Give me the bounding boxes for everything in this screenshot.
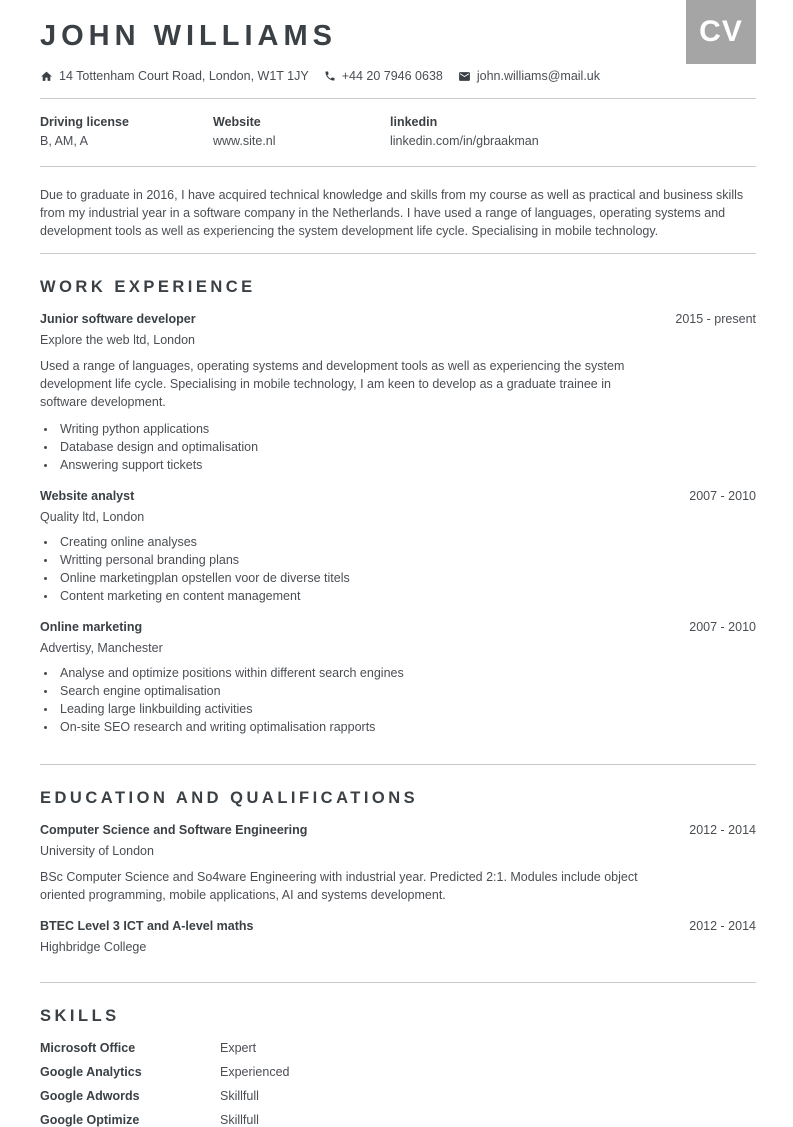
contact-email-text: john.williams@mail.uk bbox=[476, 69, 600, 84]
job-dates: 2015 - present bbox=[675, 312, 756, 327]
job-dates: 2007 - 2010 bbox=[689, 489, 756, 504]
contact-email bbox=[458, 69, 600, 83]
education-school: Highbridge College bbox=[40, 940, 147, 955]
job-header bbox=[40, 312, 756, 326]
skill-row bbox=[40, 1065, 756, 1079]
job-bullet-list bbox=[40, 533, 756, 605]
job-entry bbox=[40, 489, 756, 605]
profile-summary: Due to graduate in 2016, I have acquired technical knowledge and skills from my course as well as practical and business skills from my industrial year in a software company in the Netherlands. I have used a range of languages, operating systems and development tools as well as experiencing the system development life cycle. Specialising in mobile technology. bbox=[40, 188, 744, 239]
page-title: JOHN WILLIAMS bbox=[40, 20, 337, 52]
detail-linkedin bbox=[390, 115, 539, 148]
job-entry bbox=[40, 312, 756, 474]
skill-row bbox=[40, 1041, 756, 1055]
skill-row bbox=[40, 1089, 756, 1103]
skill-name: Google Adwords bbox=[40, 1089, 140, 1104]
section-title: WORK EXPERIENCE bbox=[40, 278, 256, 297]
contact-address-text: 14 Tottenham Court Road, London, W1T 1JY bbox=[59, 69, 309, 84]
skill-name: Microsoft Office bbox=[40, 1041, 136, 1056]
bullet-item: • Content marketing en content management bbox=[57, 587, 756, 605]
job-title: Online marketing bbox=[40, 620, 143, 635]
education-description: BSc Computer Science and So4ware Engineering with industrial year. Predicted 2:1. Modules include object oriented programming, mobile applications, AI and systems development. bbox=[40, 870, 638, 903]
skill-name: Google Analytics bbox=[40, 1065, 142, 1080]
bullet-item: • Writting personal branding plans bbox=[57, 551, 756, 569]
contact-phone bbox=[324, 69, 443, 83]
divider bbox=[40, 166, 756, 167]
education-title: BTEC Level 3 ICT and A-level maths bbox=[40, 919, 254, 934]
skill-level: Skillfull bbox=[220, 1113, 259, 1127]
education-header bbox=[40, 823, 756, 837]
skill-row bbox=[40, 1113, 756, 1127]
skill-level: Skillfull bbox=[220, 1089, 259, 1104]
education-entry bbox=[40, 919, 756, 954]
section-work-experience bbox=[40, 278, 756, 736]
divider bbox=[40, 98, 756, 99]
job-employer: Advertisy, Manchester bbox=[40, 641, 163, 656]
detail-label: Driving license bbox=[40, 115, 129, 130]
cv-badge: CV bbox=[686, 0, 756, 64]
education-school: University of London bbox=[40, 844, 154, 859]
skill-name: Google Optimize bbox=[40, 1113, 140, 1127]
job-title: Website analyst bbox=[40, 489, 135, 504]
phone-icon bbox=[324, 70, 336, 82]
section-title: EDUCATION AND QUALIFICATIONS bbox=[40, 789, 419, 808]
details-row bbox=[40, 115, 756, 148]
job-dates: 2007 - 2010 bbox=[689, 620, 756, 635]
section-education bbox=[40, 789, 756, 954]
job-bullet-list bbox=[40, 420, 756, 474]
divider bbox=[40, 764, 756, 765]
job-title: Junior software developer bbox=[40, 312, 196, 327]
bullet-item: • Creating online analyses bbox=[57, 533, 756, 551]
education-dates: 2012 - 2014 bbox=[689, 823, 756, 838]
detail-value: www.site.nl bbox=[213, 134, 276, 149]
contact-phone-text: +44 20 7946 0638 bbox=[341, 69, 443, 84]
detail-label: Website bbox=[213, 115, 261, 130]
skill-level: Experienced bbox=[220, 1065, 290, 1080]
section-skills bbox=[40, 1007, 756, 1127]
job-header bbox=[40, 489, 756, 503]
bullet-item: • Leading large linkbuilding activities bbox=[57, 700, 756, 718]
job-header bbox=[40, 620, 756, 634]
detail-driving-license bbox=[40, 115, 213, 148]
job-bullet-list bbox=[40, 664, 756, 736]
education-dates: 2012 - 2014 bbox=[689, 919, 756, 934]
detail-website bbox=[213, 115, 390, 148]
contact-row bbox=[40, 69, 756, 83]
bullet-item: • On-site SEO research and writing optimalisation rapports bbox=[57, 718, 756, 736]
contact-address bbox=[40, 69, 309, 83]
bullet-item: • Search engine optimalisation bbox=[57, 682, 756, 700]
detail-value: linkedin.com/in/gbraakman bbox=[390, 134, 539, 149]
bullet-item: • Writing python applications bbox=[57, 420, 756, 438]
education-title: Computer Science and Software Engineering bbox=[40, 823, 308, 838]
detail-value: B, AM, A bbox=[40, 134, 88, 149]
bullet-item: • Analyse and optimize positions within different search engines bbox=[57, 664, 756, 682]
detail-label: linkedin bbox=[390, 115, 438, 130]
skill-level: Expert bbox=[220, 1041, 257, 1056]
bullet-item: • Database design and optimalisation bbox=[57, 438, 756, 456]
divider bbox=[40, 982, 756, 983]
job-employer: Explore the web ltd, London bbox=[40, 333, 195, 348]
education-entry bbox=[40, 823, 756, 904]
bullet-item: • Online marketingplan opstellen voor de diverse titels bbox=[57, 569, 756, 587]
home-icon bbox=[40, 70, 53, 83]
divider bbox=[40, 253, 756, 254]
job-entry bbox=[40, 620, 756, 736]
section-title: SKILLS bbox=[40, 1007, 120, 1026]
job-employer: Quality ltd, London bbox=[40, 510, 145, 525]
job-description: Used a range of languages, operating systems and development tools as well as experiencing the system development life cycle. Specialising in mobile technology, I am keen to develop as a graduate trainee in software development. bbox=[40, 359, 625, 410]
bullet-item: • Answering support tickets bbox=[57, 456, 756, 474]
education-header bbox=[40, 919, 756, 933]
envelope-icon bbox=[458, 70, 471, 83]
